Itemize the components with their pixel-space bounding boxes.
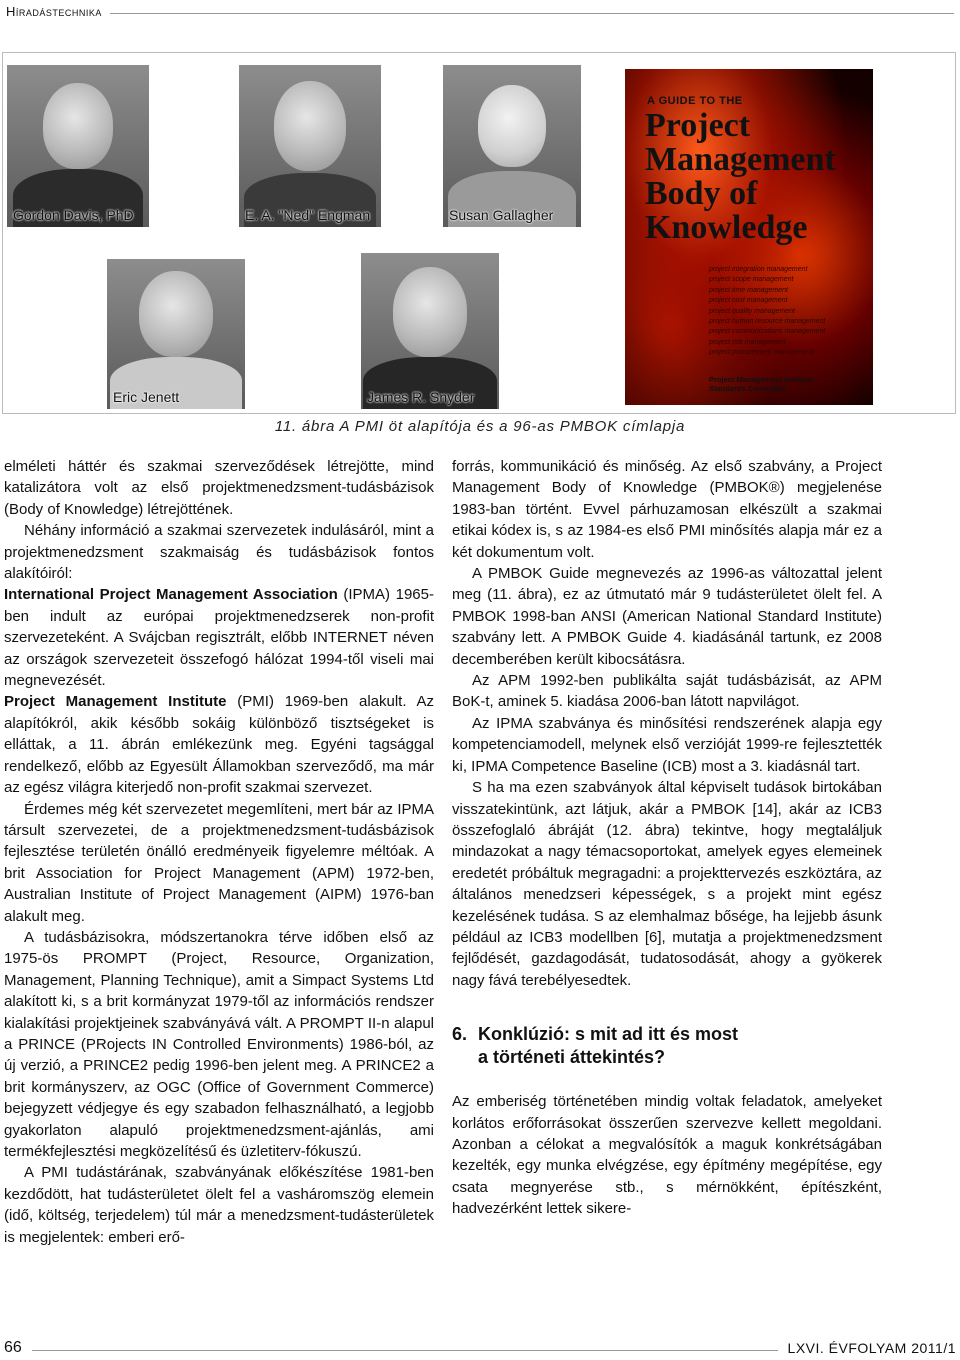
paragraph: Az emberiség történetében mindig voltak feladatok, amelyeket korlátos erőforrásokat összerűen szervezve kellett megoldani. Azonban a célokat a megvalósítók a maguk konkrétságában kezelték, egy munka elvégzése, egy építmény megépítése, egy csata megnyerése stb., s mérnökként, építészként, hadvezérként lettek sikere- [452, 1093, 882, 1218]
cover-toc-item: project communications management [709, 328, 826, 336]
right-column [452, 456, 882, 1220]
cover-toc [709, 265, 865, 359]
cover-small-title: A GUIDE TO THE [647, 95, 743, 107]
section-title-line: a történeti áttekintés? [478, 1047, 666, 1068]
portrait-head [139, 271, 213, 357]
paragraph: forrás, kommunikáció és minőség. Az első szabvány, a Project Management Body of Knowledge (PMBOK®) megjelenése 1983-ban történt. Evvel párhuzamosan elkészült a szakmai etikai kódex is, s az 1984-es első PMI minősítés alapja már ez a két dokumentum volt. [452, 458, 882, 561]
photo-eric-jenett [107, 259, 245, 409]
cover-title-line: Project [645, 107, 751, 144]
cover-toc-item: project time management [709, 286, 788, 294]
photo-susan-gallagher [443, 65, 581, 227]
cover-publisher-line: Standards Committee [709, 384, 787, 393]
photo-james-snyder [361, 253, 499, 409]
paragraph: Project Management Institute (PMI) 1969-ben alakult. Az alapítókról, akik később sokáig különböző tisztségeket is elláttak, a 11. ábrán emlékezünk meg. Egyéni tagsággal rendelkező, előbb az Egyesült Államokban szerveződő, ma már az egész világra kiterjedő non-profit szakmai szervezet. [4, 693, 434, 797]
cover-toc-item: project integration management [709, 266, 808, 273]
cover-toc-item: project procurement management [709, 349, 815, 357]
photo-gordon-davis [7, 65, 149, 227]
paragraph: Az IPMA szabványa és minősítési rendszerének alapja egy kompetenciamodell, melynek első verzióját 1999-re fejlesztették ki, IPMA Competence Baseline (ICB) most a 3. kiadásnál tart. [452, 714, 882, 775]
org-name: International Project Management Association [4, 586, 338, 604]
running-header [6, 0, 954, 22]
header-rule [110, 13, 954, 14]
cover-toc-item: project cost management [709, 297, 788, 305]
portrait-head [478, 85, 546, 167]
photo-ned-engman [239, 65, 381, 227]
paragraph: A PMI tudástárának, szabványának előkészítése 1981-ben kezdődött, hat tudásterületet ölelt fel a vasháromszög elemein (idő, költség, terjedelem) túl már a menedzsment-tudásterületek is megjelentek: emberi erő- [4, 1164, 434, 1246]
photo-caption-name: Eric Jenett [113, 389, 180, 405]
photo-caption-name: James R. Snyder [367, 389, 475, 405]
footer-rule [32, 1350, 778, 1351]
pmbok-cover [625, 69, 873, 405]
portrait-head [274, 81, 346, 171]
portrait-head [43, 83, 113, 169]
paragraph: S ha ma ezen szabványok által képviselt tudások birtokában visszatekintünk, azt látjuk, akár a PMBOK [14], akár az ICB3 összefoglaló ábráját (12. ábra) tekintve, hogy megtaláljuk mindazokat a nagy témacsoportokat, amelyek egyes elemeinek eredetét próbáltuk megragadni: a projekttervezés eszköztára, az általános menedzseri képességek, s a projekt mint egész kezelésének tudása. S az elemhalmaz bősége, ha lejjebb ásunk például az ICB3 modellben [6], mutatja a projektmenedzsment fejlődését, gazdagodását, tudatosodását, ahogy a gyökerek nagy fává terebélyesedtek. [452, 779, 882, 989]
cover-publisher-line: Project Management Institute [709, 375, 814, 384]
cover-toc-item: project risk management [709, 338, 786, 346]
cover-title-line: Knowledge [645, 209, 808, 246]
issue-label: LXVI. ÉVFOLYAM 2011/1 [787, 1340, 956, 1356]
section-heading [452, 1023, 882, 1069]
photo-caption-name: Gordon Davis, PhD [13, 207, 134, 223]
running-footer [4, 1338, 956, 1358]
paragraph: Érdemes még két szervezetet megemlíteni, mert bár az IPMA társult szervezetei, de a projektmenedzsment-tudásbázisok fejlesztése területén önálló eredményeik figyelemre méltóak. A brit Association for Project Management (APM) 1972-ben, Australian Institute of Project Management (AIPM) 1976-ban alakult meg. [4, 800, 434, 925]
section-title-line: Konklúzió: s mit ad itt és most [478, 1024, 739, 1045]
paragraph: International Project Management Association (IPMA) 1965-ben indult az európai projektmenedzserek non-profit szervezeteként. A Svájcban regisztrált, előbb INTERNET néven az országok szervezeteit összefogó hálózat 1994-től viseli mai megnevezését. [4, 586, 434, 690]
cover-title-line: Management [645, 141, 836, 178]
left-column [4, 456, 434, 1248]
photo-caption-name: E. A. "Ned" Engman [245, 207, 371, 223]
section-number: 6. [452, 1024, 468, 1045]
org-name: Project Management Institute [4, 693, 227, 711]
paragraph: A tudásbázisokra, módszertanokra térve időben első az 1975-ös PROMPT (Project, Resource, Organization, Management, Planning Technique), amit a Simpact Systems Ltd alakított ki, s a brit kormányzat 1979-től az információs rendszer kialakítási projektjeinek szabványává vált. A PROMPT II-n alapul a PRINCE (PRojects IN Controlled Environments) 1986-ból, az új verzió, a PRINCE2 pedig 1996-ben jelent meg. A PRINCE2 a brit kormányszerv, az OGC (Office of Government Commerce) bejegyzett védjegye és egy szabadon felhasználható, a legjobb gyakorlaton alapuló projektmenedzsment-ajánlás, ami termékfejlesztési megközelítésű és üzletiterv-fókuszú. [4, 928, 434, 1160]
figure-11 [2, 52, 956, 414]
photo-caption-name: Susan Gallagher [449, 207, 554, 223]
paragraph: Néhány információ a szakmai szervezetek indulásáról, mint a projektmenedzsment szakmaiság és tudásbázisok fontos alakítóiról: [4, 522, 434, 583]
cover-toc-item: project human resource management [709, 318, 826, 326]
portrait-head [393, 267, 467, 357]
page-number: 66 [4, 1339, 22, 1356]
paragraph: elméleti háttér és szakmai szerveződések létrejötte, mind katalizátora volt az első projektmenedzsment-tudásbázisok (Body of Knowledge) létrejöttének. [4, 458, 434, 518]
cover-title-line: Body of [645, 175, 758, 212]
cover-toc-item: project quality management [709, 307, 795, 315]
cover-toc-item: project scope management [709, 276, 794, 284]
paragraph: A PMBOK Guide megnevezés az 1996-as változattal jelent meg (11. ábra), ez az útmutató már 9 tudásterületet ölelt fel. A PMBOK 1998-ban ANSI (American National Standard Institute) szabvány lett. A PMBOK Guide 4. kiadásánál tartunk, ez 2008 decemberében került kibocsátásra. [452, 565, 882, 668]
journal-name: Híradástechnika [6, 3, 102, 19]
cover-publisher [709, 375, 814, 393]
cover-big-title [645, 109, 865, 245]
paragraph: Az APM 1992-ben publikálta saját tudásbázisát, az APM BoK-t, aminek 5. kiadása 2006-ban látott napvilágot. [452, 672, 882, 711]
figure-caption: 11. ábra A PMI öt alapítója és a 96-as PMBOK címlapja [274, 418, 686, 435]
